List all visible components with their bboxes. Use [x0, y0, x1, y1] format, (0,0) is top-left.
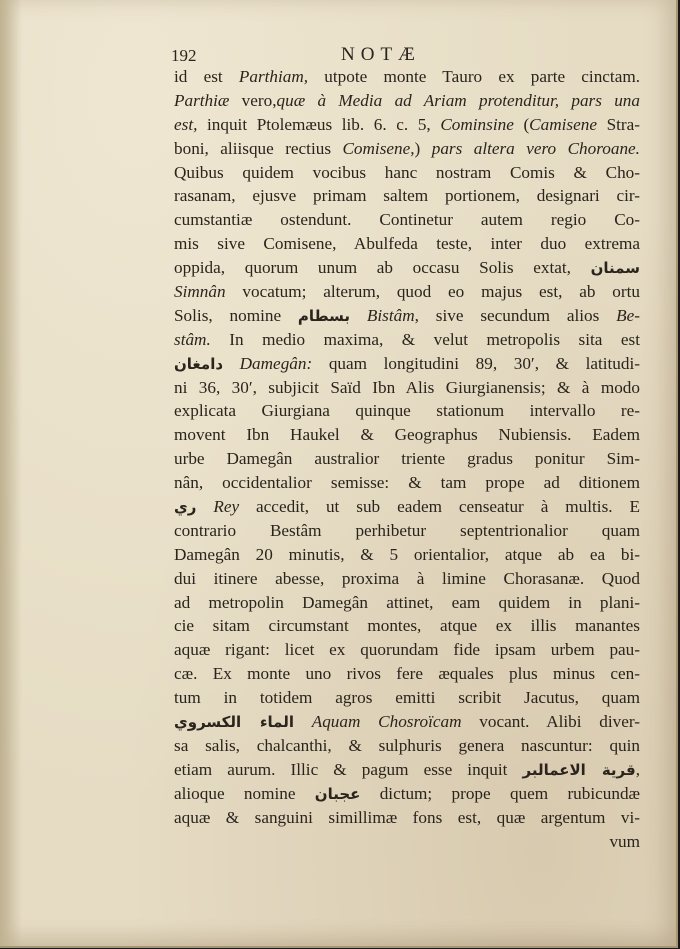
text-run: [350, 306, 367, 325]
text-line: [174, 686, 640, 710]
text-run: cæ. Ex monte uno rivos fere æquales plus minus cen-: [174, 664, 640, 684]
running-title: NOTÆ: [341, 44, 421, 65]
text-run: boni, aliisque rectius: [174, 138, 343, 158]
italic-term: Simnân: [174, 282, 226, 302]
text-line: [174, 280, 640, 304]
text-line: [174, 567, 640, 591]
text-line: [174, 519, 640, 543]
text-line: [174, 208, 640, 232]
text-run: oppida, quorum unum ab occasu Solis extat,: [174, 258, 591, 278]
page-gutter-shadow: [0, 0, 22, 946]
italic-term: Damegân:: [239, 353, 313, 373]
arabic-term: الماء الكسروي: [174, 713, 294, 732]
text-run: Stra-: [596, 114, 640, 134]
body-text: [174, 65, 640, 853]
arabic-term: ري: [174, 498, 197, 517]
text-run: vum: [609, 831, 640, 851]
text-run: etiam aurum. Illic & pagum esse inquit: [174, 759, 523, 779]
text-line: [174, 758, 640, 782]
text-run: mis sive Comisene, Abulfeda teste, inter duo extrema: [174, 234, 640, 254]
text-run: ad metropolin Damegân attinet, eam quidem in plani-: [174, 592, 640, 612]
text-run: vocatum; alterum, quod eo majus est, ab ortu: [225, 282, 640, 302]
italic-term: pars altera vero Choroane.: [431, 138, 640, 158]
text-line: [174, 471, 640, 495]
arabic-term: بسطام: [297, 306, 351, 325]
text-run: vero,: [229, 90, 277, 110]
text-run: explicata Giurgiana quinque stationum intervallo re-: [174, 401, 640, 421]
italic-term: Comisene,: [342, 138, 415, 158]
text-run: In medio maxima, & velut metropolis sita est: [210, 329, 640, 349]
text-line: [174, 806, 640, 830]
text-run: contrario Bestâm perhibetur septentrionalior quam: [174, 520, 640, 540]
text-line: [174, 495, 640, 519]
text-run: Quibus quidem vocibus hanc nostram Comis & Cho-: [174, 162, 640, 182]
text-line: [174, 591, 640, 615]
text-line: [174, 614, 640, 638]
italic-term: quæ à Media ad Ariam protenditur, pars una: [276, 90, 640, 110]
text-line: [174, 638, 640, 662]
text-line: [174, 399, 640, 423]
text-run: , sive secundum alios: [414, 305, 617, 325]
text-line: [174, 423, 640, 447]
text-line: [174, 447, 640, 471]
text-run: movent Ibn Haukel & Geographus Nubiensis. Eadem: [174, 425, 640, 445]
text-line: [174, 782, 640, 806]
text-run: Solis, nomine: [174, 305, 298, 325]
italic-term: Rey: [213, 497, 240, 517]
italic-term: est,: [174, 114, 198, 134]
text-line: [174, 113, 640, 137]
text-run: cumstantiæ ostendunt. Continetur autem regio Co-: [174, 210, 640, 230]
italic-term: Parthiæ: [174, 90, 230, 110]
text-run: (: [513, 114, 530, 134]
text-line: [174, 543, 640, 567]
text-run: quam longitudini 89, 30′, & latitudi-: [312, 353, 640, 373]
text-line: [174, 376, 640, 400]
text-run: accedit, ut sub eadem censeatur à multis. E: [239, 497, 640, 517]
text-run: dictum; prope quem rubicundæ: [360, 783, 640, 803]
text-line: [174, 89, 640, 113]
italic-term: Cominsine: [440, 114, 514, 134]
text-run: vocant. Alibi diver-: [461, 712, 640, 732]
text-run: ): [414, 138, 432, 158]
text-run: nân, occidentalior semisse: & tam prope ad ditionem: [174, 473, 640, 493]
text-run: Damegân 20 minutis, & 5 orientalior, atque ab ea bi-: [174, 544, 640, 564]
italic-term: Parthiam,: [238, 67, 309, 86]
text-line: [174, 304, 640, 328]
italic-term: stâm.: [174, 329, 211, 349]
text-run: alioque nomine: [174, 783, 315, 803]
italic-term: Aquam Chosroïcam: [311, 712, 462, 732]
text-line: [174, 710, 640, 734]
text-line: [174, 184, 640, 208]
text-run: sa salis, chalcanthi, & sulphuris genera nascuntur: quin: [174, 735, 640, 755]
text-run: tum in totidem agros emitti scribit Jacutus, quam: [174, 688, 640, 708]
text-line: [174, 161, 640, 185]
arabic-term: قرية الاعمالبر: [522, 760, 636, 779]
text-run: aquæ rigant: licet ex quorundam fide ipsam urbem pau-: [174, 640, 640, 660]
text-run: id est: [174, 67, 239, 86]
text-run: dui itinere abesse, proxima à limine Chorasanæ. Quod: [174, 568, 640, 588]
text-run: utpote monte Tauro ex parte cinctam.: [308, 67, 640, 86]
text-run: ,: [635, 759, 640, 779]
text-line: [174, 256, 640, 280]
italic-term: Be-: [616, 305, 640, 325]
text-line: [174, 65, 640, 89]
text-run: [294, 712, 312, 731]
text-run: rasanam, ejusve primam saltem portionem, designari cir-: [174, 186, 640, 206]
text-line: [174, 352, 640, 376]
text-run: aquæ & sanguini simillimæ fons est, quæ argentum vi-: [174, 807, 640, 827]
text-line: [174, 137, 640, 161]
text-run: [196, 497, 213, 516]
page-number: 192: [171, 46, 197, 65]
text-line: [174, 328, 640, 352]
arabic-term: دامغان: [174, 354, 224, 373]
text-run: inquit Ptolemæus lib. 6. c. 5,: [197, 114, 441, 134]
italic-term: Camisene: [529, 114, 597, 134]
text-line: [174, 734, 640, 758]
text-line: [174, 232, 640, 256]
text-run: urbe Damegân australior triente gradus ponitur Sim-: [174, 449, 640, 469]
italic-term: Bistâm: [366, 305, 415, 325]
arabic-term: عجبان: [314, 784, 361, 803]
arabic-term: سمنان: [590, 259, 640, 278]
text-run: ni 36, 30′, subjicit Saïd Ibn Alis Giurgianensis; & à modo: [174, 377, 640, 397]
text-line: [174, 662, 640, 686]
text-run: cie sitam circumstant montes, atque ex illis manantes: [174, 616, 640, 636]
text-line: [174, 830, 640, 854]
text-run: [223, 354, 240, 373]
